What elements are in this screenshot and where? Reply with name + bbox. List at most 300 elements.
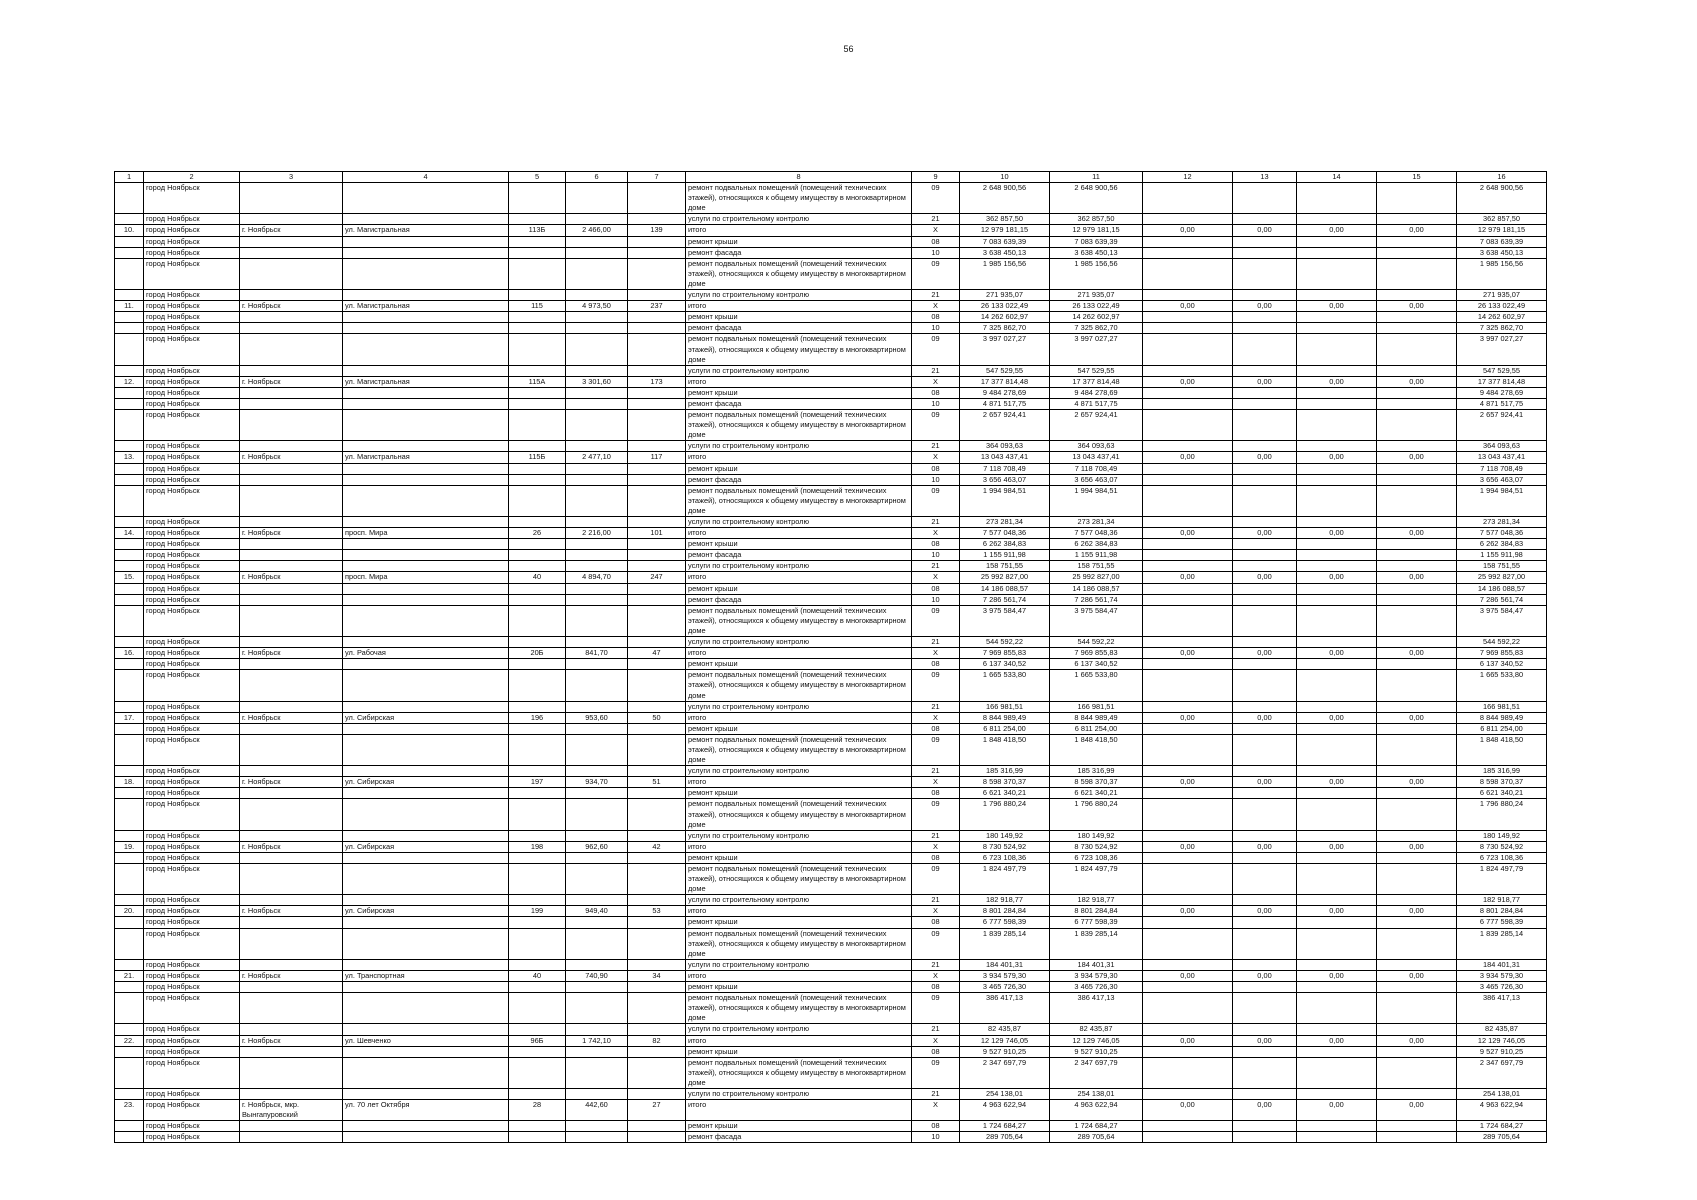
cell-local-budget (1297, 864, 1377, 895)
cell-work-code: 10 (912, 247, 960, 258)
cell-street (343, 583, 509, 594)
cell-house-number (509, 723, 566, 734)
cell-total-cost: 3 997 027,27 (960, 334, 1050, 365)
cell-regional-fund-cost: 166 981,51 (1050, 701, 1143, 712)
cell-residents (628, 959, 686, 970)
cell-regional-fund-cost: 3 656 463,07 (1050, 474, 1143, 485)
cell-street: ул. Магистральная (343, 376, 509, 387)
cell-local-budget (1297, 917, 1377, 928)
cell-work-code: 08 (912, 917, 960, 928)
cell-owner-funds: 0,00 (1377, 1035, 1457, 1046)
cell-work-code: 08 (912, 659, 960, 670)
cell-house-number (509, 637, 566, 648)
cell-row-number (115, 247, 144, 258)
cell-regional-budget (1233, 1132, 1297, 1143)
cell-work-code: 09 (912, 183, 960, 214)
cell-regional-budget (1233, 723, 1297, 734)
cell-settlement (240, 723, 343, 734)
cell-settlement: г. Ноябрьск (240, 648, 343, 659)
cell-federal-funds (1143, 659, 1233, 670)
cell-row-number (115, 982, 144, 993)
cell-owner-funds (1377, 474, 1457, 485)
cell-regional-budget (1233, 1121, 1297, 1132)
cell-house-number: 26 (509, 528, 566, 539)
cell-work-code: 21 (912, 290, 960, 301)
cell-house-number (509, 830, 566, 841)
cell-settlement: г. Ноябрьск (240, 712, 343, 723)
cell-house-number (509, 398, 566, 409)
cell-work-type: ремонт крыши (686, 1121, 912, 1132)
cell-settlement (240, 1121, 343, 1132)
cell-federal-funds (1143, 539, 1233, 550)
cell-owner-funds (1377, 441, 1457, 452)
cell-federal-funds (1143, 605, 1233, 636)
table-row (115, 225, 1547, 236)
cell-work-code: 09 (912, 864, 960, 895)
cell-regional-fund-cost: 1 848 418,50 (1050, 734, 1143, 765)
cell-federal-funds: 0,00 (1143, 841, 1233, 852)
cell-local-budget (1297, 1024, 1377, 1035)
cell-work-code: 21 (912, 701, 960, 712)
cell-total-cost: 3 465 726,30 (960, 982, 1050, 993)
cell-area: 841,70 (566, 648, 628, 659)
cell-row-number (115, 410, 144, 441)
cell-federal-funds (1143, 561, 1233, 572)
cell-total-remaining: 4 871 517,75 (1457, 398, 1547, 409)
cell-residents (628, 323, 686, 334)
cell-total-remaining: 1 839 285,14 (1457, 928, 1547, 959)
cell-local-budget (1297, 441, 1377, 452)
cell-row-number (115, 701, 144, 712)
cell-work-type: услуги по строительному контролю (686, 766, 912, 777)
table-row (115, 605, 1547, 636)
cell-work-code: 10 (912, 594, 960, 605)
cell-regional-fund-cost: 1 824 497,79 (1050, 864, 1143, 895)
cell-residents: 139 (628, 225, 686, 236)
header-col-4: 4 (343, 172, 509, 183)
cell-local-budget: 0,00 (1297, 1100, 1377, 1121)
cell-total-remaining: 547 529,55 (1457, 365, 1547, 376)
cell-total-remaining: 271 935,07 (1457, 290, 1547, 301)
cell-owner-funds: 0,00 (1377, 301, 1457, 312)
cell-municipality: город Ноябрьск (144, 323, 240, 334)
cell-municipality: город Ноябрьск (144, 236, 240, 247)
cell-local-budget (1297, 993, 1377, 1024)
cell-total-remaining: 1 796 880,24 (1457, 799, 1547, 830)
cell-total-remaining: 17 377 814,48 (1457, 376, 1547, 387)
cell-federal-funds (1143, 258, 1233, 289)
cell-regional-budget (1233, 993, 1297, 1024)
cell-area: 934,70 (566, 777, 628, 788)
cell-regional-fund-cost: 3 997 027,27 (1050, 334, 1143, 365)
cell-owner-funds (1377, 605, 1457, 636)
cell-total-cost: 1 724 684,27 (960, 1121, 1050, 1132)
cell-work-type: услуги по строительному контролю (686, 214, 912, 225)
cell-total-remaining: 1 848 418,50 (1457, 734, 1547, 765)
cell-local-budget (1297, 485, 1377, 516)
table-row (115, 410, 1547, 441)
cell-municipality: город Ноябрьск (144, 583, 240, 594)
cell-residents (628, 1046, 686, 1057)
cell-owner-funds (1377, 928, 1457, 959)
cell-local-budget: 0,00 (1297, 528, 1377, 539)
table-row (115, 659, 1547, 670)
cell-street: ул. Магистральная (343, 301, 509, 312)
cell-row-number (115, 799, 144, 830)
cell-street (343, 474, 509, 485)
cell-settlement: г. Ноябрьск (240, 301, 343, 312)
cell-work-code: 21 (912, 365, 960, 376)
cell-house-number (509, 895, 566, 906)
cell-owner-funds (1377, 982, 1457, 993)
cell-local-budget: 0,00 (1297, 906, 1377, 917)
cell-owner-funds: 0,00 (1377, 1100, 1457, 1121)
cell-total-remaining: 12 129 746,05 (1457, 1035, 1547, 1046)
cell-regional-budget (1233, 830, 1297, 841)
cell-settlement (240, 982, 343, 993)
cell-total-remaining: 1 665 533,80 (1457, 670, 1547, 701)
cell-owner-funds (1377, 387, 1457, 398)
cell-house-number (509, 670, 566, 701)
cell-residents: 101 (628, 528, 686, 539)
cell-local-budget (1297, 788, 1377, 799)
cell-street (343, 183, 509, 214)
cell-municipality: город Ноябрьск (144, 841, 240, 852)
cell-local-budget (1297, 214, 1377, 225)
cell-total-remaining: 289 705,64 (1457, 1132, 1547, 1143)
cell-municipality: город Ноябрьск (144, 441, 240, 452)
cell-regional-budget: 0,00 (1233, 225, 1297, 236)
cell-settlement (240, 670, 343, 701)
cell-total-cost: 364 093,63 (960, 441, 1050, 452)
cell-street (343, 387, 509, 398)
cell-settlement: г. Ноябрьск (240, 376, 343, 387)
cell-work-code: 09 (912, 993, 960, 1024)
cell-owner-funds (1377, 398, 1457, 409)
cell-local-budget (1297, 799, 1377, 830)
cell-settlement (240, 1088, 343, 1099)
cell-local-budget: 0,00 (1297, 777, 1377, 788)
cell-owner-funds (1377, 917, 1457, 928)
cell-local-budget (1297, 766, 1377, 777)
cell-municipality: город Ноябрьск (144, 301, 240, 312)
cell-regional-budget (1233, 236, 1297, 247)
cell-local-budget (1297, 959, 1377, 970)
cell-municipality: город Ноябрьск (144, 183, 240, 214)
cell-work-type: ремонт крыши (686, 659, 912, 670)
cell-total-cost: 254 138,01 (960, 1088, 1050, 1099)
cell-regional-fund-cost: 185 316,99 (1050, 766, 1143, 777)
table-row (115, 452, 1547, 463)
table-header-row (115, 172, 1547, 183)
cell-residents (628, 561, 686, 572)
cell-settlement (240, 734, 343, 765)
cell-total-cost: 1 155 911,98 (960, 550, 1050, 561)
table-row (115, 236, 1547, 247)
cell-owner-funds (1377, 561, 1457, 572)
cell-area (566, 723, 628, 734)
cell-row-number (115, 387, 144, 398)
cell-row-number (115, 670, 144, 701)
cell-row-number (115, 561, 144, 572)
cell-regional-fund-cost: 1 724 684,27 (1050, 1121, 1143, 1132)
cell-work-code: 08 (912, 788, 960, 799)
cell-area (566, 183, 628, 214)
table-row (115, 895, 1547, 906)
cell-municipality: город Ноябрьск (144, 1024, 240, 1035)
cell-regional-fund-cost: 8 844 989,49 (1050, 712, 1143, 723)
cell-total-cost: 26 133 022,49 (960, 301, 1050, 312)
cell-local-budget (1297, 539, 1377, 550)
cell-area (566, 928, 628, 959)
cell-house-number (509, 1024, 566, 1035)
cell-settlement (240, 605, 343, 636)
cell-house-number (509, 410, 566, 441)
cell-row-number (115, 723, 144, 734)
cell-regional-budget (1233, 1057, 1297, 1088)
cell-total-remaining: 2 648 900,56 (1457, 183, 1547, 214)
cell-area (566, 236, 628, 247)
cell-federal-funds (1143, 766, 1233, 777)
cell-residents: 247 (628, 572, 686, 583)
cell-work-type: итого (686, 1100, 912, 1121)
cell-federal-funds (1143, 550, 1233, 561)
cell-local-budget (1297, 723, 1377, 734)
cell-local-budget (1297, 550, 1377, 561)
cell-work-type: итого (686, 225, 912, 236)
cell-house-number (509, 917, 566, 928)
cell-work-code: 10 (912, 550, 960, 561)
cell-house-number (509, 583, 566, 594)
table-row (115, 917, 1547, 928)
cell-municipality: город Ноябрьск (144, 734, 240, 765)
cell-total-cost: 4 963 622,94 (960, 1100, 1050, 1121)
cell-street (343, 312, 509, 323)
cell-row-number: 21. (115, 970, 144, 981)
cell-residents (628, 1088, 686, 1099)
cell-owner-funds (1377, 1121, 1457, 1132)
cell-total-remaining: 14 262 602,97 (1457, 312, 1547, 323)
header-col-12: 12 (1143, 172, 1233, 183)
cell-work-code: 21 (912, 959, 960, 970)
cell-regional-budget (1233, 561, 1297, 572)
cell-owner-funds (1377, 864, 1457, 895)
cell-row-number (115, 1024, 144, 1035)
cell-owner-funds (1377, 852, 1457, 863)
cell-total-cost: 7 577 048,36 (960, 528, 1050, 539)
cell-regional-fund-cost: 362 857,50 (1050, 214, 1143, 225)
cell-street: ул. Сибирская (343, 841, 509, 852)
cell-total-cost: 7 286 561,74 (960, 594, 1050, 605)
cell-owner-funds (1377, 539, 1457, 550)
cell-regional-fund-cost: 184 401,31 (1050, 959, 1143, 970)
cell-area (566, 1132, 628, 1143)
page-number: 56 (843, 44, 854, 54)
cell-work-type: ремонт подвальных помещений (помещений технических этажей), относящихся к общему имуществу в многоквартирном доме (686, 928, 912, 959)
cell-street (343, 959, 509, 970)
cell-work-code: X (912, 376, 960, 387)
cell-regional-budget (1233, 334, 1297, 365)
cell-work-code: X (912, 225, 960, 236)
cell-work-type: ремонт фасада (686, 1132, 912, 1143)
cell-municipality: город Ноябрьск (144, 1100, 240, 1121)
cell-federal-funds (1143, 917, 1233, 928)
cell-regional-fund-cost: 364 093,63 (1050, 441, 1143, 452)
cell-street (343, 1057, 509, 1088)
cell-row-number (115, 788, 144, 799)
cell-residents (628, 583, 686, 594)
cell-work-code: X (912, 301, 960, 312)
cell-work-type: ремонт подвальных помещений (помещений технических этажей), относящихся к общему имуществу в многоквартирном доме (686, 410, 912, 441)
cell-federal-funds (1143, 247, 1233, 258)
cell-settlement (240, 659, 343, 670)
cell-regional-fund-cost: 158 751,55 (1050, 561, 1143, 572)
cell-regional-budget (1233, 410, 1297, 441)
cell-residents (628, 917, 686, 928)
cell-regional-budget (1233, 928, 1297, 959)
cell-row-number (115, 474, 144, 485)
table-row (115, 583, 1547, 594)
cell-street (343, 788, 509, 799)
cell-area (566, 982, 628, 993)
cell-federal-funds (1143, 830, 1233, 841)
cell-street (343, 701, 509, 712)
cell-work-code: 21 (912, 517, 960, 528)
cell-work-code: 10 (912, 474, 960, 485)
cell-area (566, 895, 628, 906)
cell-area (566, 864, 628, 895)
cell-row-number: 23. (115, 1100, 144, 1121)
cell-settlement (240, 766, 343, 777)
cell-settlement (240, 550, 343, 561)
cell-work-type: услуги по строительному контролю (686, 441, 912, 452)
cell-area (566, 993, 628, 1024)
cell-work-type: итого (686, 970, 912, 981)
cell-municipality: город Ноябрьск (144, 1057, 240, 1088)
cell-row-number: 14. (115, 528, 144, 539)
cell-owner-funds (1377, 766, 1457, 777)
cell-owner-funds (1377, 312, 1457, 323)
cell-residents (628, 485, 686, 516)
cell-settlement: г. Ноябрьск (240, 528, 343, 539)
cell-street: просп. Мира (343, 528, 509, 539)
cell-work-code: 21 (912, 830, 960, 841)
cell-regional-budget: 0,00 (1233, 777, 1297, 788)
cell-area (566, 290, 628, 301)
cell-area: 949,40 (566, 906, 628, 917)
cell-house-number (509, 594, 566, 605)
cell-street (343, 214, 509, 225)
cell-work-code: 21 (912, 1024, 960, 1035)
cell-street (343, 852, 509, 863)
cell-total-remaining: 14 186 088,57 (1457, 583, 1547, 594)
cell-area (566, 247, 628, 258)
cell-street (343, 398, 509, 409)
cell-area (566, 701, 628, 712)
cell-settlement (240, 1132, 343, 1143)
cell-regional-fund-cost: 2 657 924,41 (1050, 410, 1143, 441)
cell-federal-funds (1143, 463, 1233, 474)
cell-row-number (115, 928, 144, 959)
cell-local-budget (1297, 1088, 1377, 1099)
cell-street (343, 550, 509, 561)
table-row (115, 334, 1547, 365)
cell-work-type: ремонт фасада (686, 474, 912, 485)
cell-work-type: ремонт крыши (686, 788, 912, 799)
cell-work-code: 10 (912, 1132, 960, 1143)
cell-total-cost: 2 648 900,56 (960, 183, 1050, 214)
cell-regional-budget (1233, 701, 1297, 712)
cell-row-number (115, 312, 144, 323)
cell-regional-fund-cost: 180 149,92 (1050, 830, 1143, 841)
cell-owner-funds (1377, 788, 1457, 799)
table-row (115, 1088, 1547, 1099)
cell-regional-budget (1233, 539, 1297, 550)
cell-municipality: город Ноябрьск (144, 334, 240, 365)
cell-residents (628, 398, 686, 409)
cell-settlement (240, 561, 343, 572)
cell-settlement: г. Ноябрьск (240, 777, 343, 788)
cell-regional-fund-cost: 13 043 437,41 (1050, 452, 1143, 463)
cell-total-remaining: 2 657 924,41 (1457, 410, 1547, 441)
cell-municipality: город Ноябрьск (144, 723, 240, 734)
cell-total-cost: 6 811 254,00 (960, 723, 1050, 734)
cell-street (343, 561, 509, 572)
cell-street (343, 766, 509, 777)
cell-regional-fund-cost: 3 638 450,13 (1050, 247, 1143, 258)
cell-regional-fund-cost: 1 155 911,98 (1050, 550, 1143, 561)
cell-residents: 53 (628, 906, 686, 917)
cell-row-number (115, 258, 144, 289)
table-row (115, 561, 1547, 572)
cell-street (343, 895, 509, 906)
cell-regional-budget (1233, 799, 1297, 830)
cell-federal-funds (1143, 895, 1233, 906)
cell-regional-budget: 0,00 (1233, 1100, 1297, 1121)
cell-regional-fund-cost: 26 133 022,49 (1050, 301, 1143, 312)
cell-total-remaining: 3 465 726,30 (1457, 982, 1547, 993)
cell-row-number (115, 550, 144, 561)
cell-total-cost: 273 281,34 (960, 517, 1050, 528)
cell-settlement (240, 637, 343, 648)
cell-federal-funds: 0,00 (1143, 528, 1233, 539)
cell-settlement: г. Ноябрьск (240, 970, 343, 981)
cell-owner-funds (1377, 463, 1457, 474)
cell-row-number (115, 1121, 144, 1132)
capital-repair-table (114, 171, 1547, 1143)
cell-regional-budget (1233, 670, 1297, 701)
cell-owner-funds (1377, 550, 1457, 561)
cell-regional-fund-cost: 1 985 156,56 (1050, 258, 1143, 289)
cell-municipality: город Ноябрьск (144, 550, 240, 561)
cell-house-number (509, 550, 566, 561)
cell-work-code: 08 (912, 1046, 960, 1057)
cell-owner-funds (1377, 334, 1457, 365)
cell-regional-fund-cost: 17 377 814,48 (1050, 376, 1143, 387)
cell-local-budget: 0,00 (1297, 225, 1377, 236)
cell-federal-funds: 0,00 (1143, 712, 1233, 723)
cell-regional-budget (1233, 605, 1297, 636)
cell-house-number (509, 183, 566, 214)
cell-local-budget: 0,00 (1297, 1035, 1377, 1046)
cell-residents (628, 637, 686, 648)
cell-work-type: ремонт фасада (686, 550, 912, 561)
cell-regional-budget (1233, 1046, 1297, 1057)
cell-regional-fund-cost: 3 975 584,47 (1050, 605, 1143, 636)
cell-row-number (115, 1132, 144, 1143)
cell-federal-funds (1143, 236, 1233, 247)
cell-street (343, 982, 509, 993)
